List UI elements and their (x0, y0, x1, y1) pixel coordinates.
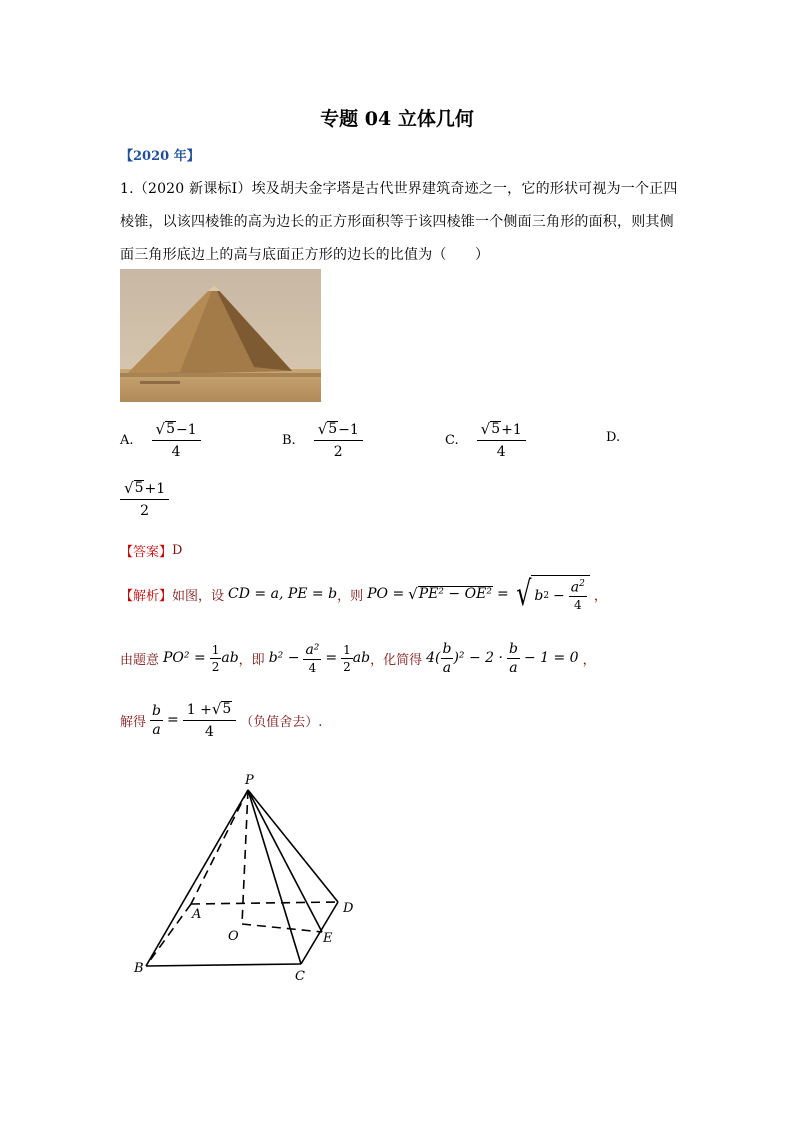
math-expression: b² − (268, 650, 300, 666)
option-c[interactable] (445, 421, 526, 460)
sqrt-icon: √ 5 (211, 699, 232, 718)
analysis-line-3 (120, 700, 322, 740)
pyramid-diagram (126, 766, 376, 986)
edge-ad (191, 902, 338, 904)
analysis-line-1 (120, 574, 607, 614)
fraction: $\frac{\text{a²}}{4}$ (305, 641, 320, 675)
math-expression: ab (352, 650, 371, 666)
analysis-text: ，则 (337, 588, 364, 604)
answer-line (120, 541, 182, 560)
option-b[interactable] (282, 421, 363, 460)
option-letter: B. (282, 433, 296, 448)
segment-oe (242, 924, 322, 932)
math-expression: 4( (426, 650, 441, 666)
equals-sign: = (325, 650, 338, 666)
answer-label: 【答案】 (120, 545, 173, 560)
option-b-fraction: √ 5 −1 2 (314, 421, 363, 460)
edge-bc (146, 964, 301, 966)
math-expression: ab (221, 650, 239, 666)
fraction: $\frac{1}{2}$ (211, 642, 220, 674)
analysis-text: 由题意 (120, 652, 160, 668)
analysis-text: 如图，设 (172, 588, 225, 604)
label-b: B (134, 961, 144, 976)
fraction: 1 + √ 5 4 (183, 701, 237, 740)
sqrt-expression: √ b 2 − $\frac{a^2}{4}$ (513, 575, 590, 613)
option-letter: D. (606, 430, 621, 445)
analysis-label: 【解析】 (120, 588, 173, 604)
option-letter: A. (120, 433, 134, 448)
math-expression: PO = (367, 586, 405, 602)
edge-ab (146, 904, 191, 966)
label-d: D (343, 901, 354, 916)
sqrt-icon: √ 5 (317, 420, 338, 438)
sqrt-icon: √ 5 (155, 420, 176, 438)
fraction: $\frac{b}{a}$ (508, 640, 518, 676)
math-expression: PO² = (163, 650, 206, 666)
question-text: 1.（2020 新课标Ⅰ）埃及胡夫金字塔是古代世界建筑奇迹之一，它的形状可视为一个正四棱锥，以该四棱锥的高为边长的正方形面积等于该四棱锥一个侧面三角形的面积，则其侧面三角形底边上的高与底面正方形的边长的比值为（ ） (120, 181, 678, 263)
pyramid-photo (120, 269, 321, 402)
math-expression: )² − 2 · (453, 650, 503, 666)
option-d-fraction: √ 5 +1 2 (120, 480, 169, 519)
analysis-text: （负值舍去）. (240, 714, 323, 730)
analysis-line-2 (120, 638, 596, 678)
analysis-text: ， (593, 588, 607, 604)
analysis-text: 解得 (120, 714, 147, 730)
analysis-text: ，即 (238, 652, 265, 668)
label-a: A (192, 907, 202, 922)
option-c-fraction: √ 5 +1 4 (477, 421, 526, 460)
option-d[interactable] (606, 430, 638, 445)
answer-value: D (172, 543, 183, 558)
label-o: O (228, 929, 239, 944)
equals-sign: = (166, 712, 179, 728)
year-tag: 【2020 年】 (120, 149, 200, 164)
label-p: P (245, 773, 254, 788)
page-title: 专题 04 立体几何 (320, 108, 474, 130)
analysis-text: ，化简得 (370, 652, 423, 668)
option-letter: C. (445, 433, 459, 448)
math-expression: − 1 = 0 (523, 650, 579, 666)
analysis-text: ， (582, 652, 596, 668)
edge-pd (248, 790, 338, 902)
sqrt-expression: √ PE² − OE² (408, 585, 492, 603)
fraction: $\frac{b}{a}$ (152, 702, 161, 738)
equals-sign: = (496, 586, 509, 602)
sqrt-icon: √ 5 (124, 479, 144, 497)
option-a[interactable] (120, 421, 201, 460)
sqrt-icon: √ 5 (480, 420, 501, 438)
option-a-fraction: √ 5 −1 4 (152, 421, 201, 460)
label-e: E (323, 931, 333, 946)
fraction: $\frac{b}{a}$ (442, 640, 452, 676)
option-d-value[interactable] (120, 480, 169, 519)
math-expression: CD = a, PE = b (228, 586, 338, 602)
fraction: $\frac{1}{2}$ (343, 642, 351, 674)
label-c: C (295, 969, 305, 984)
edge-pa (191, 790, 248, 904)
